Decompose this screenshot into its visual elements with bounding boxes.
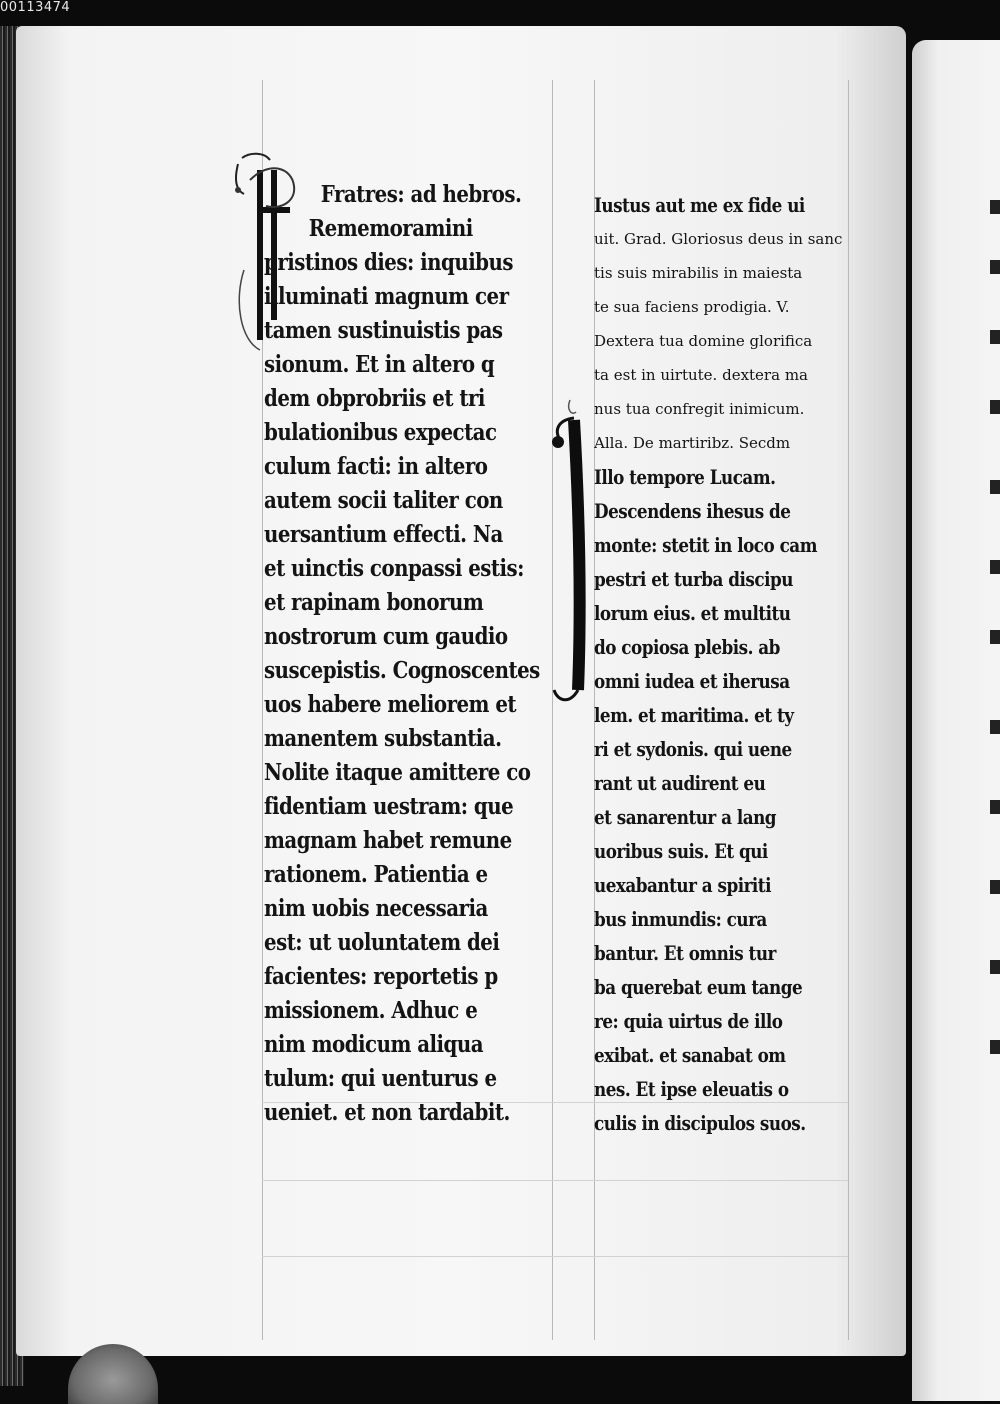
text-line: Illo tempore Lucam. (594, 465, 776, 489)
text-line: suscepistis. Cognoscentes (264, 657, 540, 684)
text-line: uos habere meliorem et (264, 691, 517, 718)
text-line: exibat. et sanabat om (594, 1043, 786, 1067)
text-line: monte: stetit in loco cam (594, 533, 817, 557)
text-line: re: quia uirtus de illo (594, 1009, 783, 1033)
text-line: bus inmundis: cura (594, 907, 767, 931)
text-line: Rememoramini (308, 215, 473, 242)
text-line: rant ut audirent eu (594, 771, 766, 795)
facing-page-text-fragments (990, 200, 1000, 1100)
text-line: est: ut uoluntatem dei (264, 929, 500, 956)
text-line: Alla. De martiribz. Secdm (594, 434, 791, 452)
text-line: culum facti: in altero (264, 453, 488, 480)
text-line: bulationibus expectac (264, 419, 497, 446)
text-line: nus tua confregit inimicum. (594, 400, 805, 418)
facing-page (912, 40, 1000, 1401)
text-line: Nolite itaque amittere co (264, 759, 531, 786)
left-text-column (264, 178, 585, 1130)
text-line: do copiosa plebis. ab (594, 635, 780, 659)
text-line: et uinctis conpassi estis: (264, 555, 524, 582)
text-line: magnam habet remune (264, 827, 512, 854)
text-line: et rapinam bonorum (264, 589, 484, 616)
right-text-column (594, 188, 859, 1140)
ruling-line (262, 1180, 848, 1181)
text-line: Fratres: ad hebros. (320, 181, 522, 208)
text-line: nes. Et ipse eleuatis o (594, 1077, 789, 1101)
text-line: lorum eius. et multitu (594, 601, 791, 625)
text-line: uit. Grad. Gloriosus deus in sanc (594, 230, 843, 248)
text-line: lem. et maritima. et ty (594, 703, 794, 727)
text-line: omni iudea et iherusa (594, 669, 790, 693)
text-line: tulum: qui uenturus e (264, 1065, 497, 1092)
text-line: autem socii taliter con (264, 487, 503, 514)
text-line: uoribus suis. Et qui (594, 839, 768, 863)
text-line: illuminati magnum cer (264, 283, 509, 310)
text-line: pestri et turba discipu (594, 567, 793, 591)
text-line: uersantium effecti. Na (264, 521, 503, 548)
text-line: missionem. Adhuc e (264, 997, 478, 1024)
text-line: Dextera tua domine glorifica (594, 332, 813, 350)
ruling-line (262, 1256, 848, 1257)
text-line: ueniet. et non tardabit. (264, 1099, 510, 1126)
text-line: ba querebat eum tange (594, 975, 803, 999)
text-line: Iustus aut me ex fide ui (594, 193, 805, 217)
text-line: ri et sydonis. qui uene (594, 737, 792, 761)
archive-label: 00113474 (0, 0, 71, 15)
text-line: pristinos dies: inquibus (264, 249, 513, 276)
text-line: nostrorum cum gaudio (264, 623, 508, 650)
text-line: manentem substantia. (264, 725, 502, 752)
text-line: uexabantur a spiriti (594, 873, 771, 897)
text-line: tis suis mirabilis in maiesta (594, 264, 803, 282)
text-line: et sanarentur a lang (594, 805, 777, 829)
text-line: ta est in uirtute. dextera ma (594, 366, 808, 384)
text-line: rationem. Patientia e (264, 861, 488, 888)
text-line: facientes: reportetis p (264, 963, 498, 990)
text-line: tamen sustinuistis pas (264, 317, 503, 344)
text-line: sionum. Et in altero q (264, 351, 495, 378)
text-line: nim modicum aliqua (264, 1031, 484, 1058)
text-line: fidentiam uestram: que (264, 793, 514, 820)
text-line: culis in discipulos suos. (594, 1111, 806, 1135)
text-line: dem obprobriis et tri (264, 385, 485, 412)
text-line: te sua faciens prodigia. V. (594, 298, 790, 316)
text-line: bantur. Et omnis tur (594, 941, 776, 965)
text-line: Descendens ihesus de (594, 499, 791, 523)
text-line: nim uobis necessaria (264, 895, 488, 922)
